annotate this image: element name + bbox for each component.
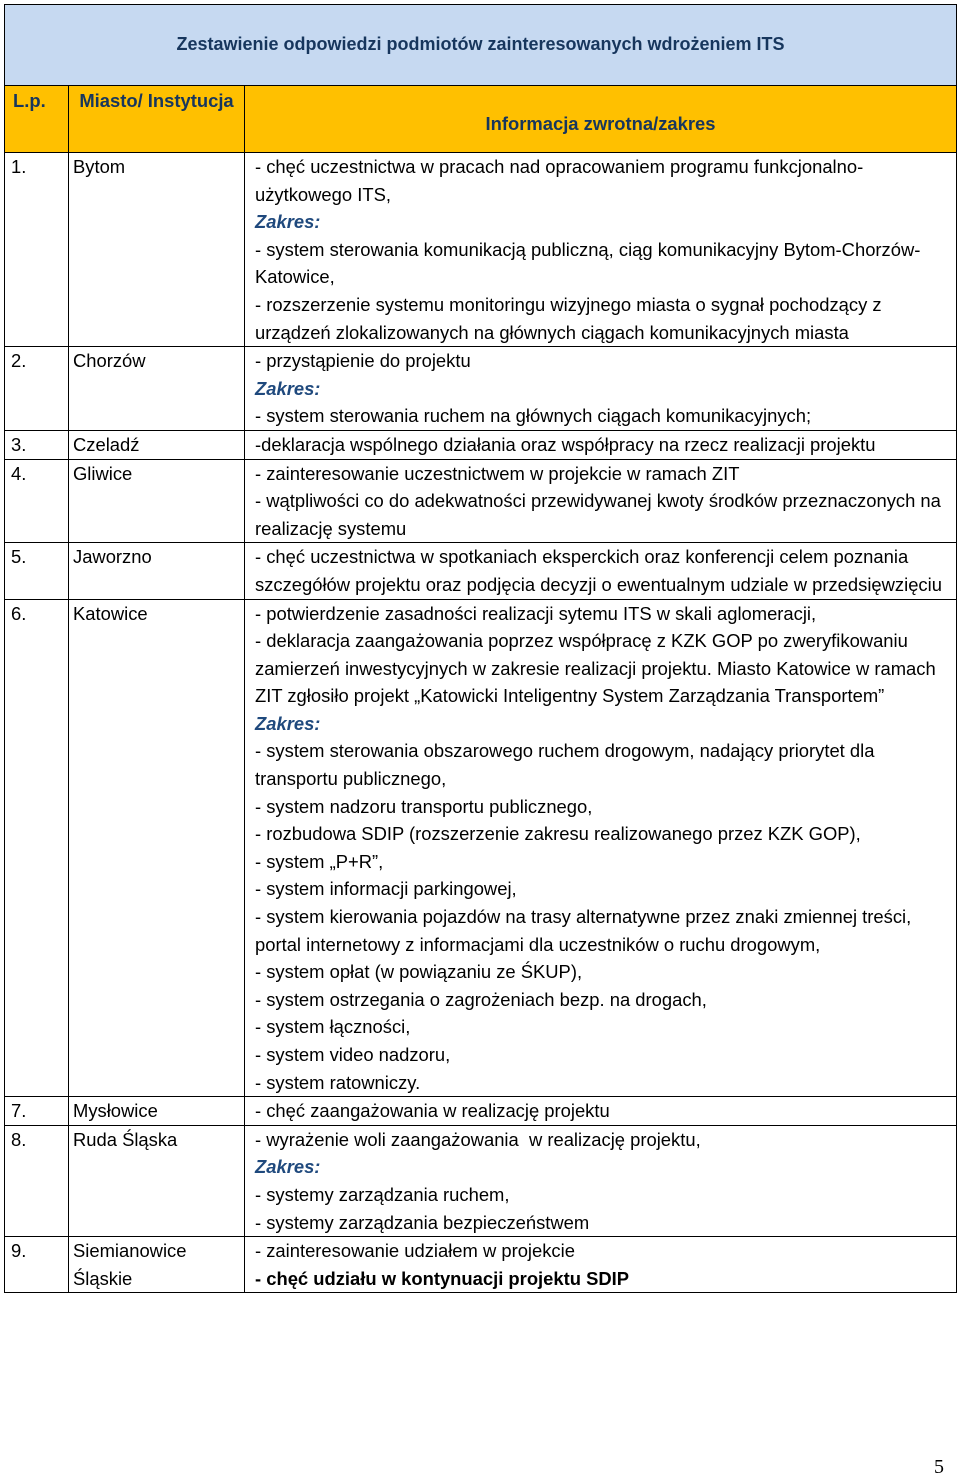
info-line: - deklaracja zaangażowania poprzez współpracę z KZK GOP po zweryfikowaniu zamierzeń inwestycyjnych w zakresie realizacji projektu. Miasto Katowice w ramach ZIT zgłosiło projekt „Katowicki Inteligentny System Zarządzania Transportem” bbox=[255, 630, 941, 707]
info-line: - system ratowniczy. bbox=[255, 1071, 421, 1093]
info-line: - wyrażenie woli zaangażowania w realizację projektu, bbox=[255, 1128, 701, 1150]
info-line: - przystąpienie do projektu bbox=[255, 350, 471, 372]
info-line: - system łączności, bbox=[255, 1016, 411, 1038]
row-info bbox=[245, 1097, 957, 1126]
header-row bbox=[5, 86, 957, 153]
table-row bbox=[5, 543, 957, 599]
info-line: - zainteresowanie uczestnictwem w projekcie w ramach ZIT bbox=[255, 462, 740, 484]
row-info bbox=[245, 1237, 957, 1293]
info-line: - system nadzoru transportu publicznego, bbox=[255, 795, 593, 817]
info-line: - system opłat (w powiązaniu ze ŚKUP), bbox=[255, 961, 583, 983]
table-row bbox=[5, 153, 957, 347]
info-line: - chęć udziału w kontynuacji projektu SDIP bbox=[255, 1267, 630, 1289]
responses-table bbox=[4, 4, 957, 1293]
info-line: - system informacji parkingowej, bbox=[255, 878, 517, 900]
row-number: 2. bbox=[5, 347, 69, 431]
table-row bbox=[5, 1125, 957, 1236]
row-number: 7. bbox=[5, 1097, 69, 1126]
row-city: Chorzów bbox=[69, 347, 245, 431]
table-row bbox=[5, 459, 957, 543]
row-info bbox=[245, 153, 957, 347]
table-row bbox=[5, 430, 957, 459]
row-city: Katowice bbox=[69, 599, 245, 1097]
row-info bbox=[245, 599, 957, 1097]
info-line: - chęć zaangażowania w realizację projektu bbox=[255, 1100, 610, 1122]
row-city: Mysłowice bbox=[69, 1097, 245, 1126]
info-line: - systemy zarządzania ruchem, bbox=[255, 1183, 510, 1205]
info-line: - system „P+R”, bbox=[255, 850, 384, 872]
row-number: 3. bbox=[5, 430, 69, 459]
zakres-label: Zakres: bbox=[255, 211, 321, 233]
info-line: - rozbudowa SDIP (rozszerzenie zakresu realizowanego przez KZK GOP), bbox=[255, 823, 861, 845]
row-info bbox=[245, 430, 957, 459]
zakres-label: Zakres: bbox=[255, 712, 321, 734]
title-row bbox=[5, 5, 957, 86]
header-info: Informacja zwrotna/zakres bbox=[245, 86, 957, 153]
info-line: - chęć uczestnictwa w spotkaniach eksperckich oraz konferencji celem poznania szczegółów projektu oraz podjęcia decyzji o ewentualnym udziale w przedsięwzięciu bbox=[255, 546, 942, 595]
page-number: 5 bbox=[934, 1456, 944, 1478]
header-city: Miasto/ Instytucja bbox=[69, 86, 245, 153]
row-city: Siemianowice Śląskie bbox=[69, 1237, 245, 1293]
row-number: 5. bbox=[5, 543, 69, 599]
row-number: 6. bbox=[5, 599, 69, 1097]
info-line: - zainteresowanie udziałem w projekcie bbox=[255, 1240, 575, 1262]
table-row bbox=[5, 599, 957, 1097]
info-line: - system sterowania komunikacją publiczną, ciąg komunikacyjny Bytom-Chorzów-Katowice, bbox=[255, 238, 921, 288]
table-title: Zestawienie odpowiedzi podmiotów zainteresowanych wdrożeniem ITS bbox=[5, 5, 957, 86]
info-line: - potwierdzenie zasadności realizacji sytemu ITS w skali aglomeracji, bbox=[255, 602, 817, 624]
info-line: - rozszerzenie systemu monitoringu wizyjnego miasta o sygnał pochodzący z urządzeń zlokalizowanych na głównych ciągach komunikacyjnych miasta bbox=[255, 293, 887, 343]
table-row bbox=[5, 347, 957, 431]
header-lp: L.p. bbox=[5, 86, 69, 153]
row-number: 9. bbox=[5, 1237, 69, 1293]
table-row bbox=[5, 1237, 957, 1293]
row-city: Ruda Śląska bbox=[69, 1125, 245, 1236]
info-line: - system sterowania ruchem na głównych ciągach komunikacyjnych; bbox=[255, 405, 812, 427]
zakres-label: Zakres: bbox=[255, 377, 321, 399]
info-line: -deklaracja wspólnego działania oraz współpracy na rzecz realizacji projektu bbox=[255, 433, 876, 455]
table-row bbox=[5, 1097, 957, 1126]
info-line: - system kierowania pojazdów na trasy alternatywne przez znaki zmiennej treści, portal internetowy z informacjami dla uczestników o ruchu drogowym, bbox=[255, 906, 917, 955]
row-number: 8. bbox=[5, 1125, 69, 1236]
row-number: 1. bbox=[5, 153, 69, 347]
info-line: - system sterowania obszarowego ruchem drogowym, nadający priorytet dla transportu publicznego, bbox=[255, 740, 880, 790]
zakres-label: Zakres: bbox=[255, 1156, 321, 1178]
info-line: - systemy zarządzania bezpieczeństwem bbox=[255, 1211, 590, 1233]
info-line: - wątpliwości co do adekwatności przewidywanej kwoty środków przeznaczonych na realizację systemu bbox=[255, 490, 947, 539]
info-line: - system ostrzegania o zagrożeniach bezp. na drogach, bbox=[255, 988, 707, 1010]
row-city: Bytom bbox=[69, 153, 245, 347]
row-info bbox=[245, 543, 957, 599]
info-line: - chęć uczestnictwa w pracach nad opracowaniem programu funkcjonalno-użytkowego ITS, bbox=[255, 156, 864, 205]
info-line: - system video nadzoru, bbox=[255, 1044, 451, 1065]
row-info bbox=[245, 459, 957, 543]
row-info bbox=[245, 1125, 957, 1236]
row-info bbox=[245, 347, 957, 431]
row-city: Gliwice bbox=[69, 459, 245, 543]
row-city: Jaworzno bbox=[69, 543, 245, 599]
row-city: Czeladź bbox=[69, 430, 245, 459]
row-number: 4. bbox=[5, 459, 69, 543]
